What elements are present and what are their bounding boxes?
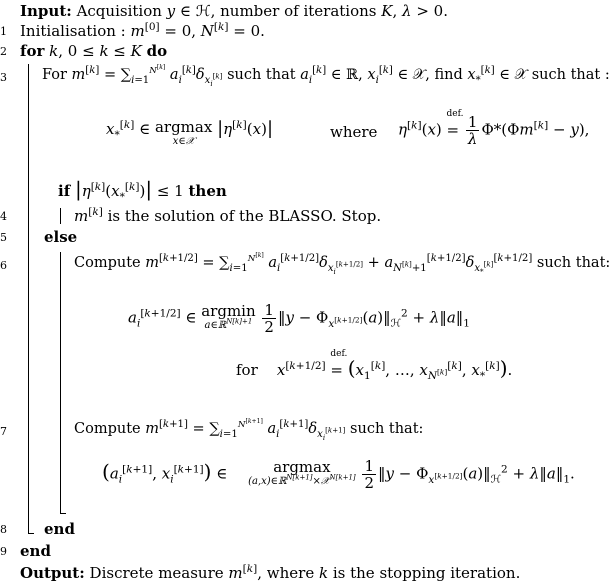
line-number: 4 xyxy=(0,210,7,223)
for-x-definition: for x[k+1/2] def. = ($x_1[k]$, …, $x_{N^{[k]}}[k]$, $x_*[k]$). xyxy=(236,349,513,382)
then-keyword: then xyxy=(188,182,227,200)
argmax-equation: $x_*[k]$ ∈ argmax x∈𝒳 |η[k](x)| xyxy=(106,118,274,147)
line-number: 5 xyxy=(0,231,7,244)
input-label: Input: xyxy=(20,2,72,20)
line-number: 1 xyxy=(0,25,7,38)
for-block-rule xyxy=(28,64,29,534)
initialisation-text: Initialisation : m[0] = 0, N[k] = 0. xyxy=(20,21,265,40)
output-text: Discrete measure m[k], where k is the stopping iteration. xyxy=(89,563,521,582)
line-number: 8 xyxy=(0,523,7,536)
line-number: 7 xyxy=(0,425,7,438)
for-loop-header: for k, 0 ≤ k ≤ K do xyxy=(20,42,168,60)
if-block-rule xyxy=(60,208,61,224)
line-number: 2 xyxy=(0,45,7,58)
else-block-rule xyxy=(60,252,61,514)
joint-argmax-equation: ($a_i[k+1]$, $x_i[k+1]$) ∈ argmax (a,x)∈ℝ$^{N[k+1]}$×𝒳$^{N[k+1]}$ $\frac{1}{2}$ ‖y − $\Phi_{x^{[k+1/2]}}(a)‖_ℋ^2$ + $\lambda‖a‖_1$. xyxy=(102,457,575,492)
else-keyword: else xyxy=(44,228,78,246)
output-label: Output: xyxy=(20,564,85,582)
end-for-keyword: end xyxy=(20,542,51,560)
else-block-end-tick xyxy=(60,513,66,514)
input-text: Acquisition y ∈ ℋ, number of iterations K, λ > 0. xyxy=(76,2,448,20)
output-line xyxy=(20,564,520,582)
argmin-equation: $a_i[k+1/2]$ ∈ argmin a∈ℝ$^{N[k]+1}$ $\frac{1}{2}$ ‖y − $\Phi_{x^{[k+1/2]}}(a)‖_ℋ^2$ + $\lambda‖a‖_1$ xyxy=(128,301,470,336)
compute-full-step-text: Compute $m[k+1] = \sum_{i=1}^{N^{[k+1]}}$ $a_i[k+1]\delta_{x_i^{[k+1]}}$ such that: xyxy=(74,418,424,442)
line-number: 9 xyxy=(0,545,7,558)
line-number: 6 xyxy=(0,259,7,272)
for-measure-text: For $m[k] = \sum_{i=1}^{N^{[k]}}$ $a_i[k]\delta_{x_i^{[k]}}$ such that $a_i[k]$ ∈ ℝ, $x_i[k]$ ∈ 𝒳, find $x_*[k]$ ∈ 𝒳 such that : xyxy=(42,64,610,88)
compute-half-step-text: Compute $m[k+1/2] = \sum_{i=1}^{N^{[k]}}$ $a_i[k+1/2]\delta_{x_i^{[k+1/2]}} + a_{N^{[k]}+1}[k+1/2]\delta_{x_*^{[k]}}[k+1/2]$ such that: xyxy=(74,252,610,276)
where-text: where xyxy=(330,123,378,141)
eta-definition: η[k](x) def. = $\frac{1}{\lambda}$ Φ*(Φm[k] − y), xyxy=(398,108,590,148)
end-if-keyword: end xyxy=(44,520,75,538)
if-keyword: if xyxy=(58,182,71,200)
input-line xyxy=(20,2,448,20)
stop-text: m[k] is the solution of the BLASSO. Stop. xyxy=(74,206,382,225)
line-number: 3 xyxy=(0,71,7,84)
for-block-end-tick xyxy=(28,533,34,534)
